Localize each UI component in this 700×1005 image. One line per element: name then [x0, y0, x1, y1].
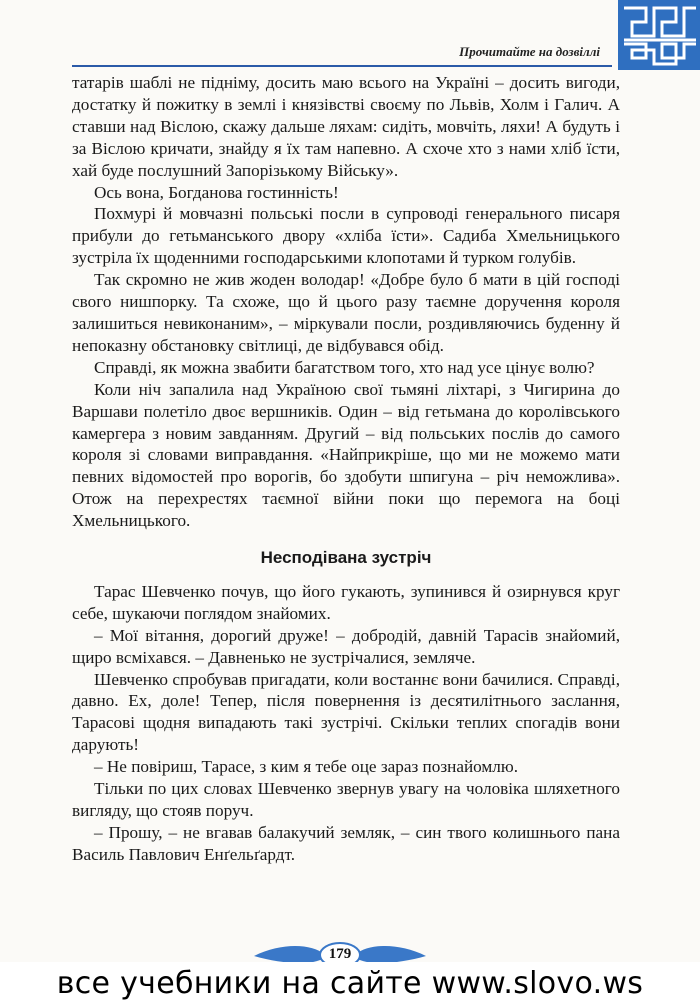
paragraph: Тільки по цих словах Шевченко звернув увагу на чоловіка шляхетного вигляду, що стояв поруч.	[72, 779, 620, 820]
paragraph: Ось вона, Богданова гостинність!	[94, 182, 339, 202]
paragraph: Похмурі й мовчазні польські посли в супроводі генерального писаря прибули до гетьманського двору «хліба їсти». Садиба Хмельницького зустріла їх щоденними господарськими клопотами й турком голубів.	[72, 204, 620, 268]
corner-ornament-icon	[618, 0, 700, 70]
paragraph: Тарас Шевченко почув, що його гукають, зупинився й озирнувся круг себе, шукаючи поглядом знайомих.	[72, 581, 620, 623]
page-number: 179	[328, 946, 352, 962]
paragraph: Справді, як можна звабити багатством того, хто над усе цінує волю?	[94, 357, 595, 377]
paragraph: – Мої вітання, дорогий друже! – добродій, давній Тарасів знайомий, щиро всміхався. – Давненько не зустрічалися, земляче.	[72, 625, 620, 667]
running-header: Прочитайте на дозвіллі	[459, 44, 600, 59]
paragraph: Так скромно не жив жоден володар! «Добре було б мати в цій господі свого нишпорку. Та схоже, що й цього разу таємне доручення короля залишиться невиконаним», – міркували посли, роздивляючись буденну й непоказну обстановку світлиці, де відбувався обід.	[72, 270, 620, 355]
paragraph: Шевченко спробував пригадати, коли востаннє вони бачилися. Справді, давно. Ех, доле! Тепер, після повернення із десятилітнього заслання, Тарасові щодня випадають такі зустрічі. Скільки теплих спогадів вони дарують!	[72, 669, 620, 755]
paragraph: татарів шаблі не підніму, досить маю всього на Україні – досить вигоди, достатку й пожитку в землі і князівстві своєму по Львів, Холм і Галич. А ставши над Віслою, скажу дальше ляхам: сидіть, мовчіть, ляхи! А будуть і за Віслою кричати, знайду я їх там напевно. А схоче хто з нами хліб їсти, хай буде послушний Запорізькому Війську».	[72, 73, 620, 180]
footer-banner	[0, 962, 700, 1005]
paragraph: Коли ніч запалила над Україною свої тьмяні ліхтарі, з Чигирина до Варшави полетіло двоє вершників. Один – від гетьмана до королівського камергера з новим завданням. Другий – від польських послів до самого короля зі словами виправдання. «Найприкріше, що ми не можемо мати певних відомостей про ворогів, бо здобути шпигуна – річ неможлива». Отож на перехрестях таємної війни поки що перемога на боці Хмельницького.	[72, 379, 620, 531]
header-rule	[72, 65, 612, 67]
paragraph: – Не повіриш, Тарасе, з ким я тебе оце зараз познайомлю.	[94, 757, 519, 777]
footer-text: все учебники на сайте www.slovo.ws	[56, 966, 644, 1001]
page-content	[72, 72, 620, 866]
section-title: Несподівана зустріч	[260, 548, 432, 568]
paragraph: – Прошу, – не вгавав балакучий земляк, – син твого колишнього пана Василь Павлович Енґельґардт.	[72, 822, 620, 864]
